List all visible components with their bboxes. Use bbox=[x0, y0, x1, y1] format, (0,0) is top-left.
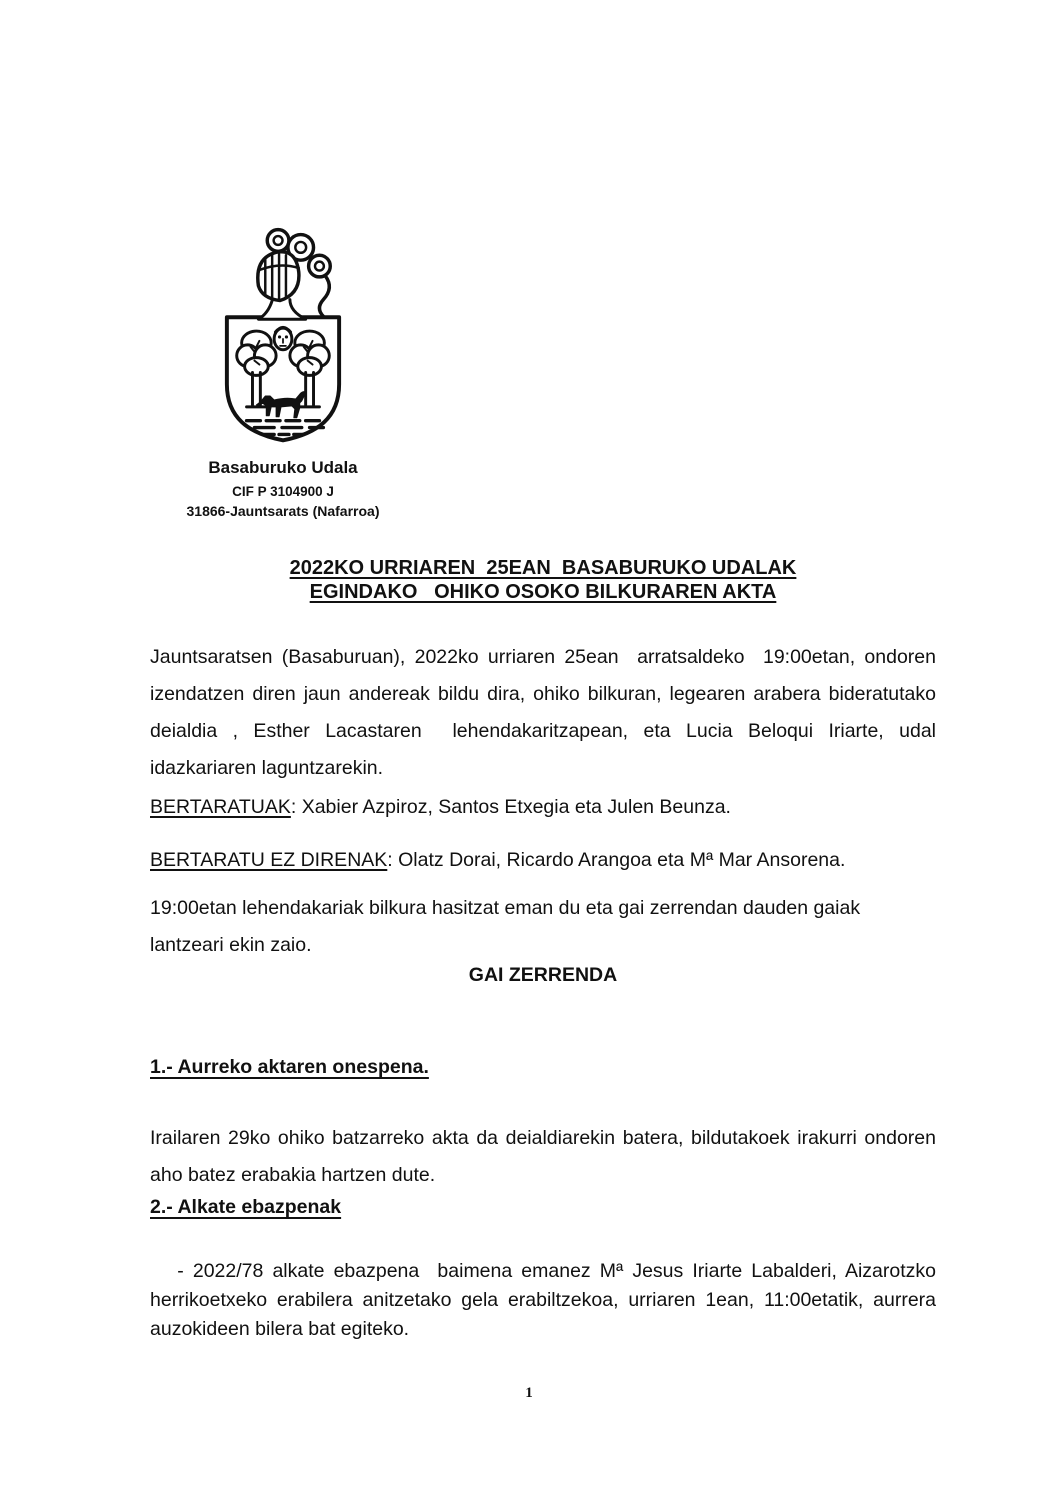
letterhead bbox=[150, 224, 416, 520]
attendees-label: BERTARATUAK bbox=[150, 795, 291, 818]
org-address: 31866-Jauntsarats (Nafarroa) bbox=[186, 503, 380, 519]
absentees-names: : Olatz Dorai, Ricardo Arangoa eta Mª Mar Ansorena. bbox=[387, 848, 846, 871]
absentees-line bbox=[150, 842, 936, 879]
coat-of-arms-icon bbox=[150, 224, 416, 451]
document-title bbox=[150, 556, 936, 604]
attendees-line bbox=[150, 789, 936, 826]
document-title-line1: 2022KO URRIAREN 25EAN BASABURUKO UDALAK bbox=[289, 557, 797, 579]
intro-paragraph: Jauntsaratsen (Basaburuan), 2022ko urriaren 25ean arratsaldeko 19:00etan, ondoren izendatzen diren jaun andereak bildu dira, ohiko bilkuran, legearen arabera bideratutako deialdia , Esther Lacastaren lehendakaritzapean, eta Lucia Beloqui Iriarte, udal idazkariaren laguntzarekin. bbox=[150, 645, 942, 779]
attendees-names: : Xabier Azpiroz, Santos Etxegia eta Julen Beunza. bbox=[290, 795, 731, 818]
section-2-heading: 2.- Alkate ebazpenak bbox=[150, 1196, 342, 1218]
section-1-heading: 1.- Aurreko aktaren onespena. bbox=[150, 1056, 429, 1078]
document-title-line2: EGINDAKO OHIKO OSOKO BILKURAREN AKTA bbox=[309, 581, 777, 603]
page-number: 1 bbox=[525, 1385, 533, 1401]
agenda-title: GAI ZERRENDA bbox=[468, 964, 618, 986]
section-2-body: - 2022/78 alkate ebazpena baimena emanez Mª Jesus Iriarte Labalderi, Aizarotzko herrikoetxeko erabilera anitzetako gela erabiltzekoa, urriaren 1ean, 11:00etatik, aurrera auzokideen bilera bat egiteko. bbox=[150, 1259, 942, 1340]
absentees-label: BERTARATU EZ DIRENAK bbox=[150, 848, 388, 871]
org-name: Basaburuko Udala bbox=[208, 458, 358, 477]
opening-paragraph: 19:00etan lehendakariak bilkura hasitzat eman du eta gai zerrendan dauden gaiak lantzeari ekin zaio. bbox=[150, 896, 866, 956]
section-1-body: Irailaren 29ko ohiko batzarreko akta da deialdiarekin batera, bildutakoek irakurri ondoren aho batez erabakia hartzen dute. bbox=[150, 1126, 942, 1186]
org-cif: CIF P 3104900 J bbox=[232, 484, 334, 499]
